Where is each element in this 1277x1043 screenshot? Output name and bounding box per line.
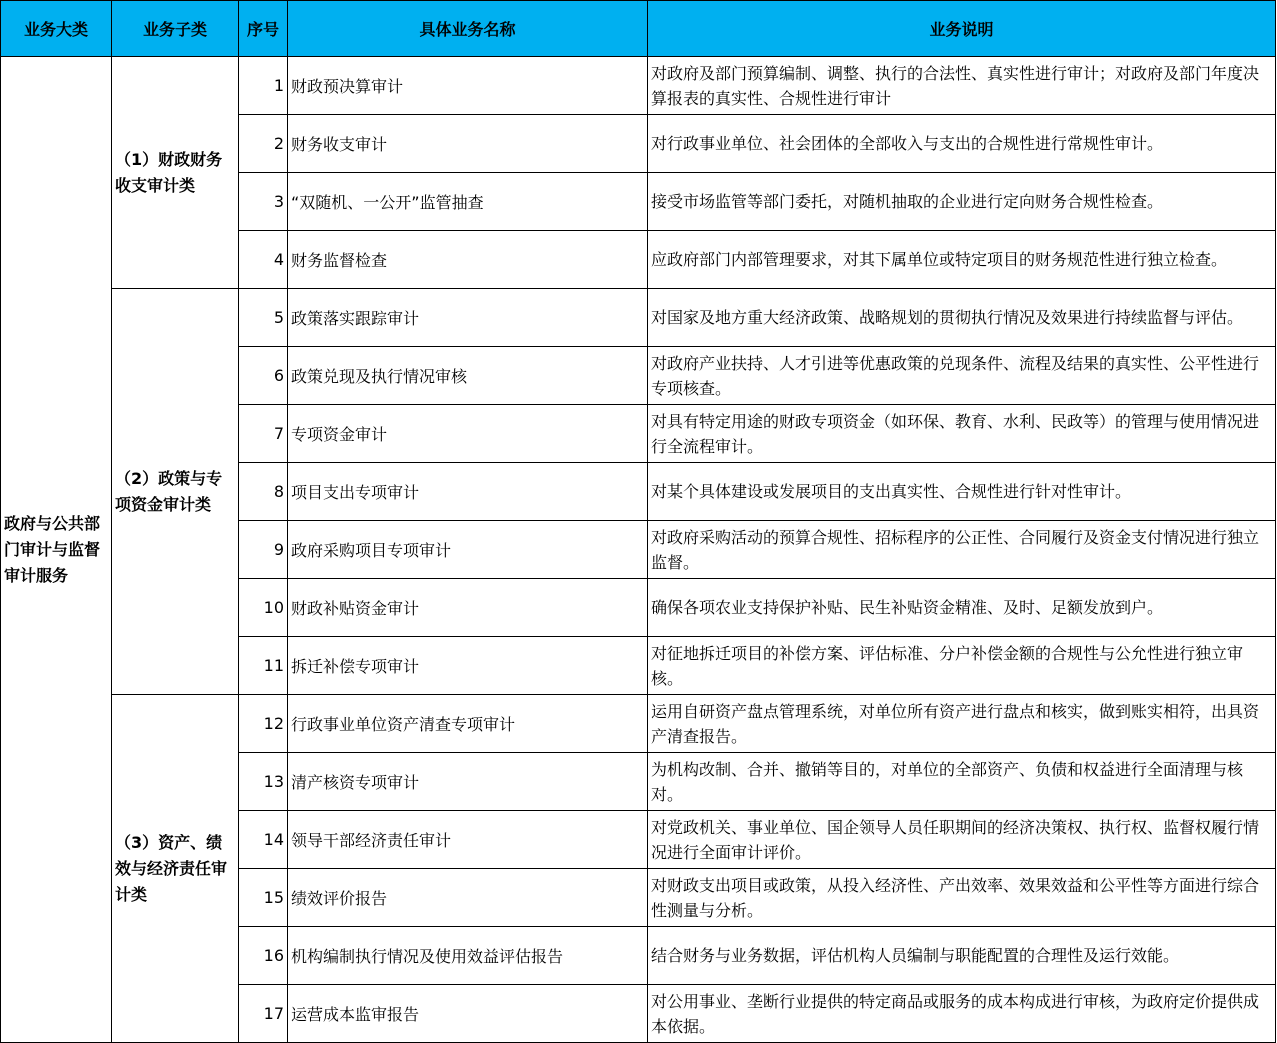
category-cell: 政府与公共部门审计与监督审计服务	[1, 57, 112, 1043]
business-description: 对政府采购活动的预算合规性、招标程序的公正性、合同履行及资金支付情况进行独立监督。	[648, 521, 1276, 579]
business-name: 运营成本监审报告	[288, 985, 648, 1043]
row-number: 9	[239, 521, 288, 579]
header-subcategory: 业务子类	[112, 1, 239, 57]
header-description: 业务说明	[648, 1, 1276, 57]
header-index: 序号	[239, 1, 288, 57]
table-row	[1, 57, 1276, 115]
row-number: 3	[239, 173, 288, 231]
business-name: 项目支出专项审计	[288, 463, 648, 521]
row-number: 1	[239, 57, 288, 115]
business-name: 专项资金审计	[288, 405, 648, 463]
business-name: 机构编制执行情况及使用效益评估报告	[288, 927, 648, 985]
business-name: 绩效评价报告	[288, 869, 648, 927]
business-description: 对财政支出项目或政策，从投入经济性、产出效率、效果效益和公平性等方面进行综合性测量与分析。	[648, 869, 1276, 927]
business-description: 对党政机关、事业单位、国企领导人员任职期间的经济决策权、执行权、监督权履行情况进行全面审计评价。	[648, 811, 1276, 869]
header-category: 业务大类	[1, 1, 112, 57]
business-description: 对征地拆迁项目的补偿方案、评估标准、分户补偿金额的合规性与公允性进行独立审核。	[648, 637, 1276, 695]
business-description: 接受市场监管等部门委托，对随机抽取的企业进行定向财务合规性检查。	[648, 173, 1276, 231]
business-description: 对政府及部门预算编制、调整、执行的合法性、真实性进行审计；对政府及部门年度决算报表的真实性、合规性进行审计	[648, 57, 1276, 115]
row-number: 13	[239, 753, 288, 811]
business-name: 政策落实跟踪审计	[288, 289, 648, 347]
row-number: 17	[239, 985, 288, 1043]
subcategory-cell: （2）政策与专项资金审计类	[112, 289, 239, 695]
business-description: 结合财务与业务数据，评估机构人员编制与职能配置的合理性及运行效能。	[648, 927, 1276, 985]
business-description: 对具有特定用途的财政专项资金（如环保、教育、水利、民政等）的管理与使用情况进行全流程审计。	[648, 405, 1276, 463]
business-description: 对政府产业扶持、人才引进等优惠政策的兑现条件、流程及结果的真实性、公平性进行专项核查。	[648, 347, 1276, 405]
business-name: 行政事业单位资产清查专项审计	[288, 695, 648, 753]
row-number: 6	[239, 347, 288, 405]
row-number: 5	[239, 289, 288, 347]
business-name: 财务收支审计	[288, 115, 648, 173]
business-description: 对公用事业、垄断行业提供的特定商品或服务的成本构成进行审核，为政府定价提供成本依据。	[648, 985, 1276, 1043]
row-number: 12	[239, 695, 288, 753]
business-description: 对国家及地方重大经济政策、战略规划的贯彻执行情况及效果进行持续监督与评估。	[648, 289, 1276, 347]
business-name: 拆迁补偿专项审计	[288, 637, 648, 695]
row-number: 10	[239, 579, 288, 637]
business-description: 运用自研资产盘点管理系统，对单位所有资产进行盘点和核实，做到账实相符，出具资产清查报告。	[648, 695, 1276, 753]
business-name: 清产核资专项审计	[288, 753, 648, 811]
business-description: 对行政事业单位、社会团体的全部收入与支出的合规性进行常规性审计。	[648, 115, 1276, 173]
business-name: 财务监督检查	[288, 231, 648, 289]
business-description: 确保各项农业支持保护补贴、民生补贴资金精准、及时、足额发放到户。	[648, 579, 1276, 637]
row-number: 15	[239, 869, 288, 927]
row-number: 16	[239, 927, 288, 985]
row-number: 2	[239, 115, 288, 173]
business-name: “双随机、一公开”监管抽查	[288, 173, 648, 231]
row-number: 11	[239, 637, 288, 695]
business-description: 为机构改制、合并、撤销等目的，对单位的全部资产、负债和权益进行全面清理与核对。	[648, 753, 1276, 811]
row-number: 8	[239, 463, 288, 521]
business-name: 领导干部经济责任审计	[288, 811, 648, 869]
row-number: 4	[239, 231, 288, 289]
row-number: 7	[239, 405, 288, 463]
header-name: 具体业务名称	[288, 1, 648, 57]
row-number: 14	[239, 811, 288, 869]
subcategory-cell: （1）财政财务收支审计类	[112, 57, 239, 289]
business-name: 政策兑现及执行情况审核	[288, 347, 648, 405]
business-name: 财政预决算审计	[288, 57, 648, 115]
header-row	[1, 1, 1276, 57]
business-name: 政府采购项目专项审计	[288, 521, 648, 579]
subcategory-cell: （3）资产、绩效与经济责任审计类	[112, 695, 239, 1043]
business-description: 对某个具体建设或发展项目的支出真实性、合规性进行针对性审计。	[648, 463, 1276, 521]
table-row	[1, 289, 1276, 347]
business-name: 财政补贴资金审计	[288, 579, 648, 637]
table-row	[1, 695, 1276, 753]
business-description: 应政府部门内部管理要求，对其下属单位或特定项目的财务规范性进行独立检查。	[648, 231, 1276, 289]
